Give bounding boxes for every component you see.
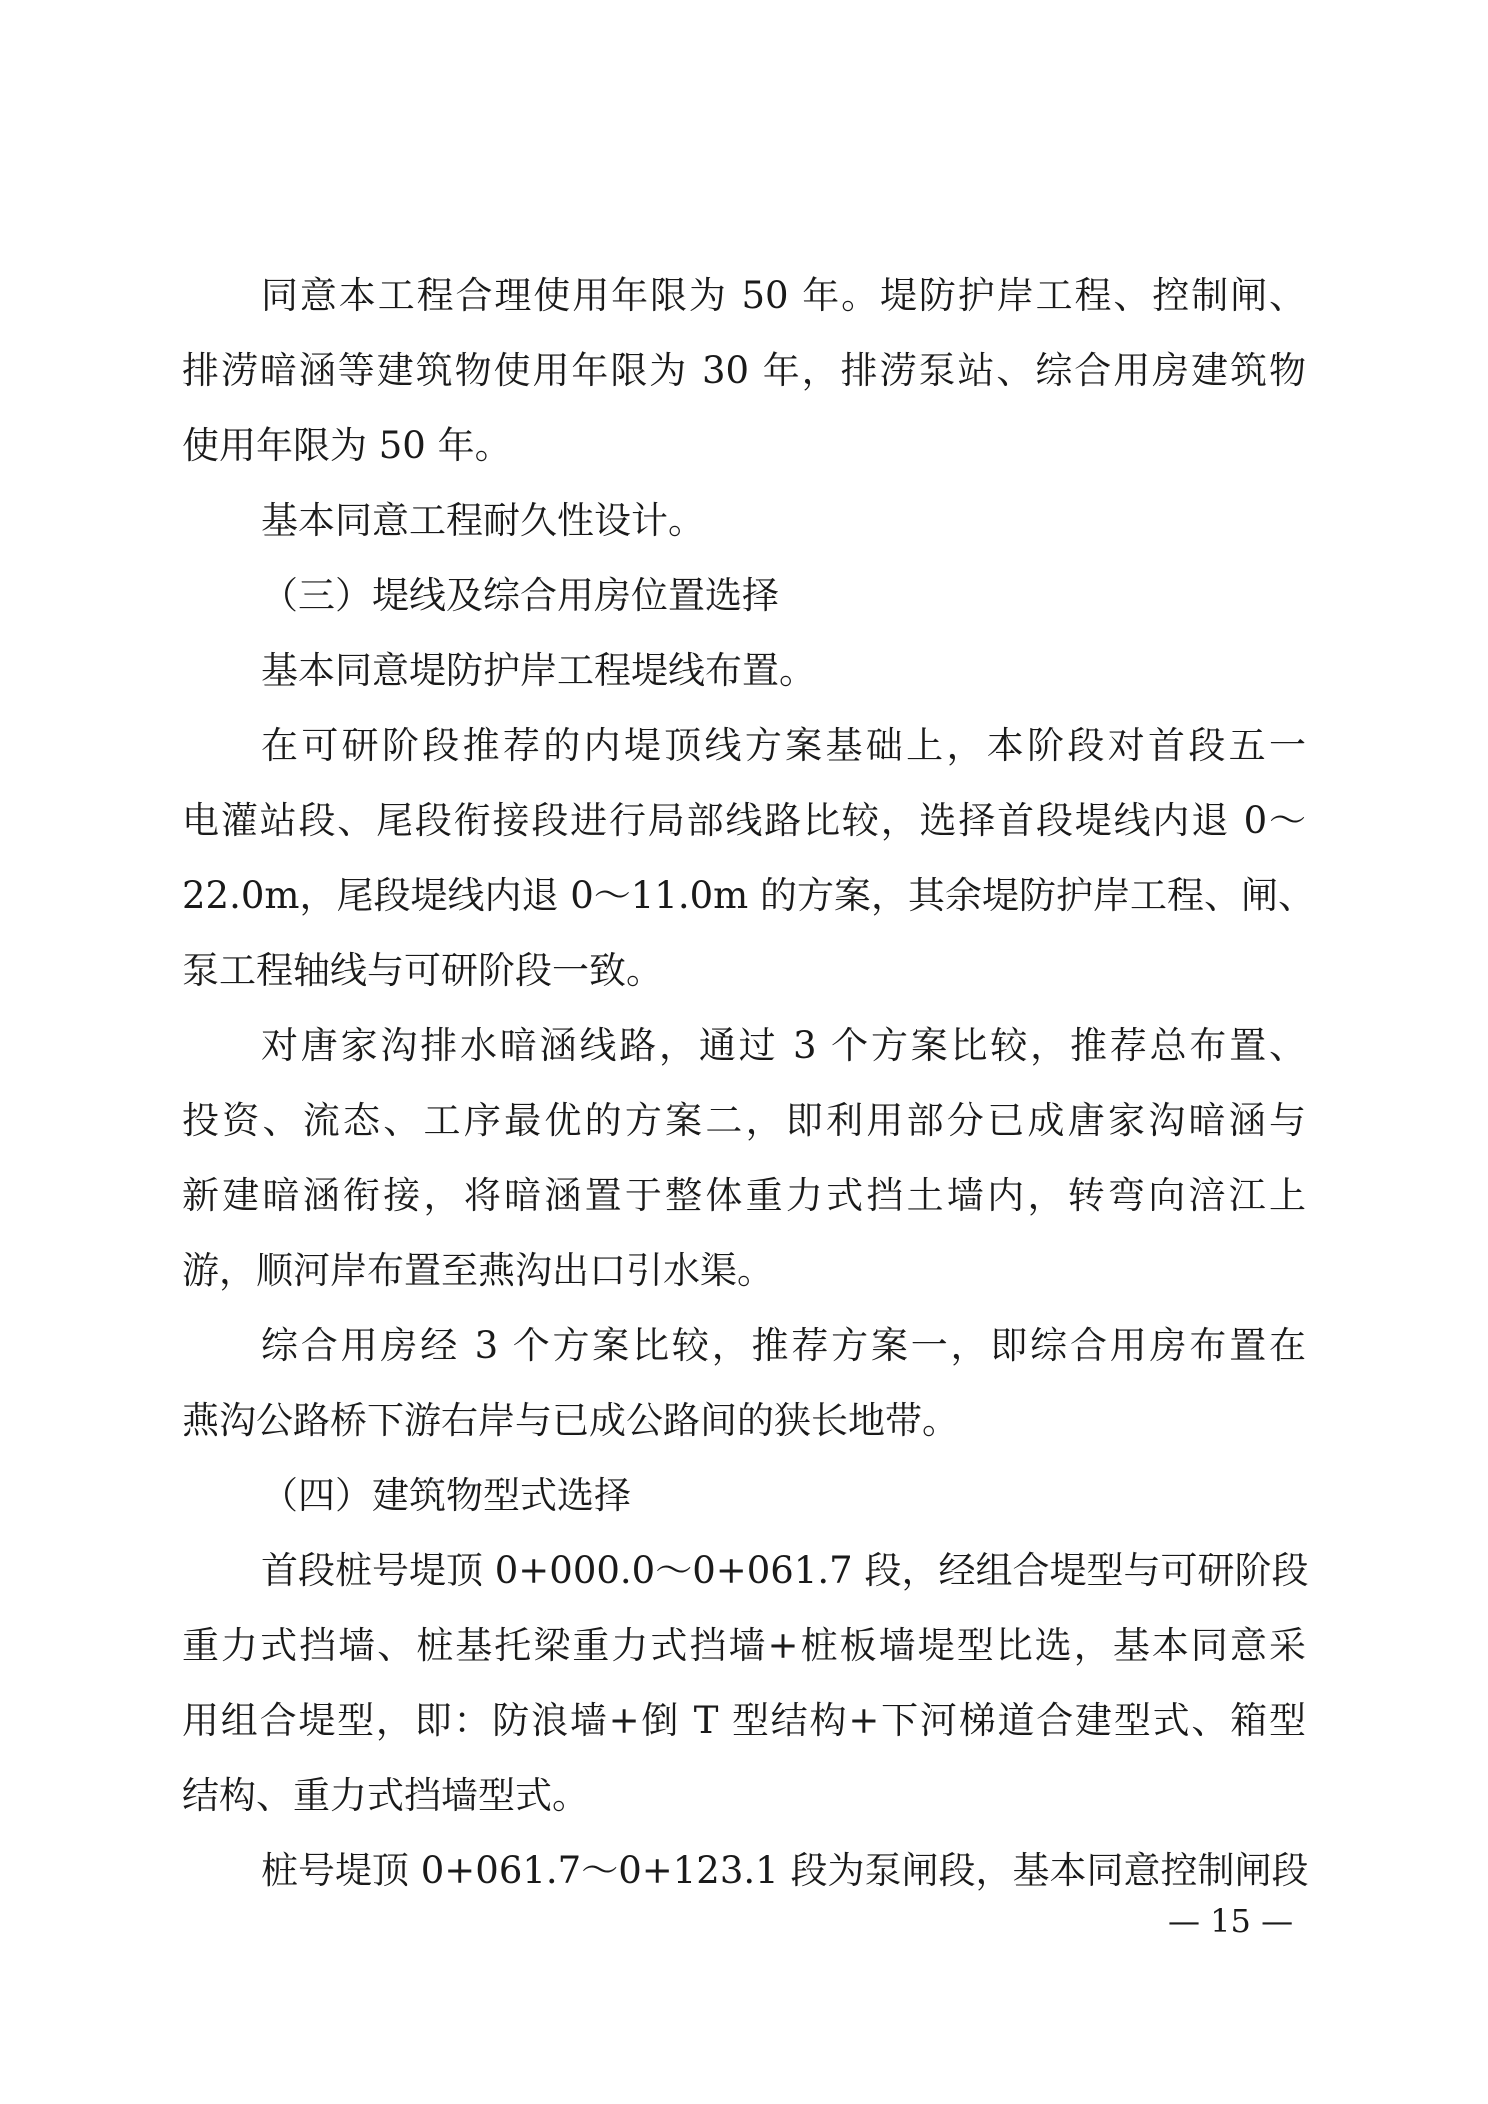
- text-line: 投资、流态、工序最优的方案二，即利用部分已成唐家沟暗涵与: [182, 1099, 1306, 1142]
- text-line: 基本同意堤防护岸工程堤线布置。: [261, 649, 816, 692]
- text-line: 结构、重力式挡墙型式。: [182, 1774, 589, 1817]
- text-line: 排涝暗涵等建筑物使用年限为 30 年，排涝泵站、综合用房建筑物: [182, 349, 1306, 392]
- text-line: 综合用房经 3 个方案比较，推荐方案一，即综合用房布置在: [261, 1324, 1306, 1367]
- text-line: 22.0m，尾段堤线内退 0～11.0m 的方案，其余堤防护岸工程、闸、: [182, 874, 1315, 917]
- text-line: 重力式挡墙、桩基托梁重力式挡墙+桩板墙堤型比选，基本同意采: [182, 1624, 1306, 1667]
- text-line: 燕沟公路桥下游右岸与已成公路间的狭长地带。: [182, 1399, 959, 1442]
- text-line: 泵工程轴线与可研阶段一致。: [182, 949, 663, 992]
- text-line: 同意本工程合理使用年限为 50 年。堤防护岸工程、控制闸、: [261, 274, 1306, 317]
- section-heading: （三）堤线及综合用房位置选择: [261, 574, 779, 617]
- text-line: 基本同意工程耐久性设计。: [261, 499, 705, 542]
- text-line: 桩号堤顶 0+061.7～0+123.1 段为泵闸段，基本同意控制闸段: [261, 1849, 1309, 1892]
- page-number: — 15 —: [1168, 1902, 1294, 1940]
- text-line: 使用年限为 50 年。: [182, 424, 512, 467]
- text-line: 电灌站段、尾段衔接段进行局部线路比较，选择首段堤线内退 0～: [182, 799, 1306, 842]
- section-heading: （四）建筑物型式选择: [261, 1474, 631, 1517]
- text-line: 在可研阶段推荐的内堤顶线方案基础上，本阶段对首段五一: [261, 724, 1306, 767]
- text-line: 游，顺河岸布置至燕沟出口引水渠。: [182, 1249, 774, 1292]
- text-line: 新建暗涵衔接，将暗涵置于整体重力式挡土墙内，转弯向涪江上: [182, 1174, 1306, 1217]
- text-line: 用组合堤型，即：防浪墙+倒 T 型结构+下河梯道合建型式、箱型: [182, 1699, 1306, 1742]
- text-line: 对唐家沟排水暗涵线路，通过 3 个方案比较，推荐总布置、: [261, 1024, 1306, 1067]
- text-line: 首段桩号堤顶 0+000.0～0+061.7 段，经组合堤型与可研阶段: [261, 1549, 1309, 1592]
